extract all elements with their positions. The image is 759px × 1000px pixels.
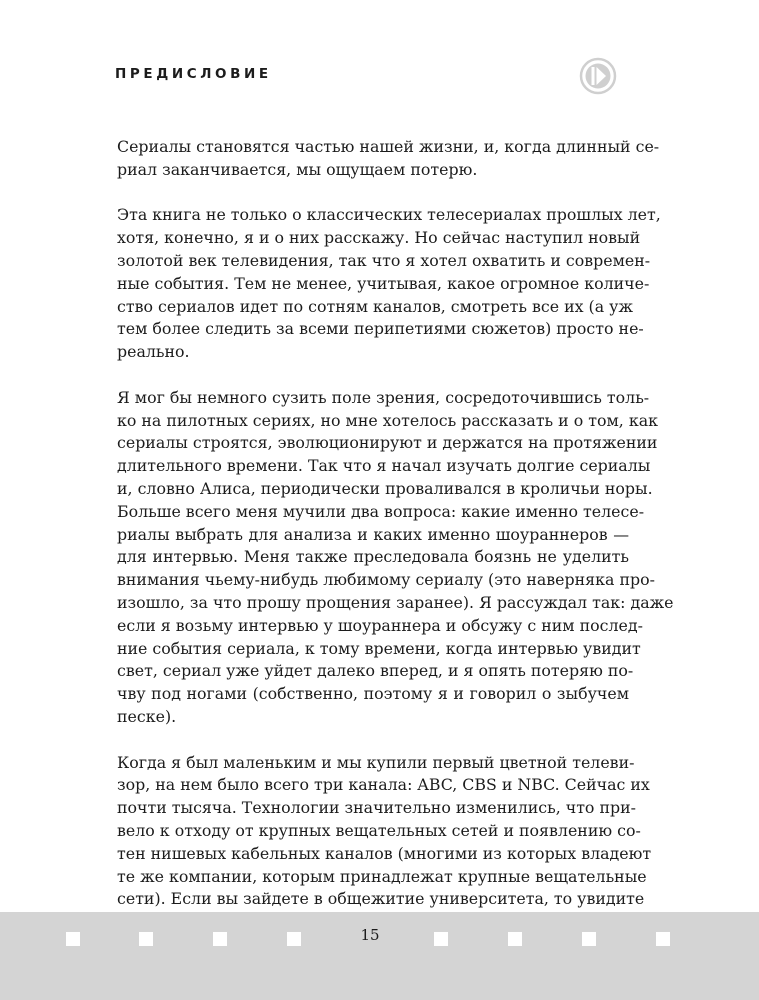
text-line: внимания чьему-нибудь любимому сериалу (это наверняка про- [117, 570, 655, 590]
text-line: ство сериалов идет по сотням каналов, смотреть все их (а уж [117, 296, 633, 316]
text-line: почти тысяча. Технологии значительно изменились, что при- [117, 798, 636, 818]
footer-square [287, 932, 301, 946]
text-line: если я возьму интервью у шоураннера и обсужу с ним послед- [117, 615, 643, 635]
footer-square [656, 932, 670, 946]
text-line: риалы выбрать для анализа и каких именно шоураннеров — [117, 524, 629, 544]
text-line: зор, на нем было всего три канала: ABC, CBS и NBC. Сейчас их [117, 775, 650, 795]
text-line: сети). Если вы зайдете в общежитие университета, то увидите [117, 889, 645, 909]
text-line: реально. [117, 342, 190, 362]
text-line: Сериалы становятся частью нашей жизни, и, когда длинный се- [117, 137, 660, 156]
paragraph [117, 387, 674, 729]
chapter-title: ПРЕДИСЛОВИЕ [115, 66, 272, 82]
paragraph [117, 136, 660, 182]
paragraph [117, 204, 661, 364]
footer-square [582, 932, 596, 946]
text-line: сериалы строятся, эволюционируют и держатся на протяжении [117, 433, 658, 453]
text-line: длительного времени. Так что я начал изучать долгие сериалы [117, 456, 651, 476]
footer-square [139, 932, 153, 946]
text-line: чву под ногами (собственно, поэтому я и говорил о зыбучем [117, 684, 629, 704]
page-header [115, 62, 625, 96]
footer-square [66, 932, 80, 946]
play-circle-icon [578, 56, 618, 96]
text-line: ние события сериала, к тому времени, когда интервью увидит [117, 638, 641, 658]
text-line: свет, сериал уже уйдет далеко вперед, и я опять потеряю по- [117, 661, 634, 681]
paragraph [117, 752, 652, 934]
body-text [117, 136, 674, 957]
text-line: те же компании, которым принадлежат крупные вещательные [117, 866, 647, 886]
text-line: риал заканчивается, мы ощущаем потерю. [117, 159, 478, 179]
footer-square [434, 932, 448, 946]
text-line: вело к отходу от крупных вещательных сетей и появлению со- [117, 820, 641, 840]
footer-square [213, 932, 227, 946]
text-line: Когда я был маленьким и мы купили первый цветной телеви- [117, 752, 635, 772]
text-line: хотя, конечно, я и о них расскажу. Но сейчас наступил новый [117, 228, 641, 248]
text-line: изошло, за что прошу прощения заранее). Я рассуждал так: даже [117, 592, 674, 612]
text-line: тен нишевых кабельных каналов (многими из которых владеют [117, 843, 652, 863]
text-line: тем более следить за всеми перипетиями сюжетов) просто не- [117, 319, 644, 339]
text-line: Эта книга не только о классических телесериалах прошлых лет, [117, 205, 661, 225]
page-number: 15 [360, 926, 380, 944]
text-line: Я мог бы немного сузить поле зрения, сосредоточившись толь- [117, 387, 650, 407]
text-line: для интервью. Меня также преследовала боязнь не уделить [117, 547, 629, 567]
footer-band [0, 912, 759, 1000]
footer-square [508, 932, 522, 946]
text-line: золотой век телевидения, так что я хотел охватить и современ- [117, 250, 651, 270]
text-line: и, словно Алиса, периодически проваливался в кроличьи норы. [117, 478, 653, 498]
text-line: ко на пилотных сериях, но мне хотелось рассказать и о том, как [117, 410, 659, 430]
text-line: песке). [117, 706, 177, 726]
text-line: ные события. Тем не менее, учитывая, какое огромное количе- [117, 273, 650, 293]
text-line: Больше всего меня мучили два вопроса: какие именно телесе- [117, 501, 645, 521]
